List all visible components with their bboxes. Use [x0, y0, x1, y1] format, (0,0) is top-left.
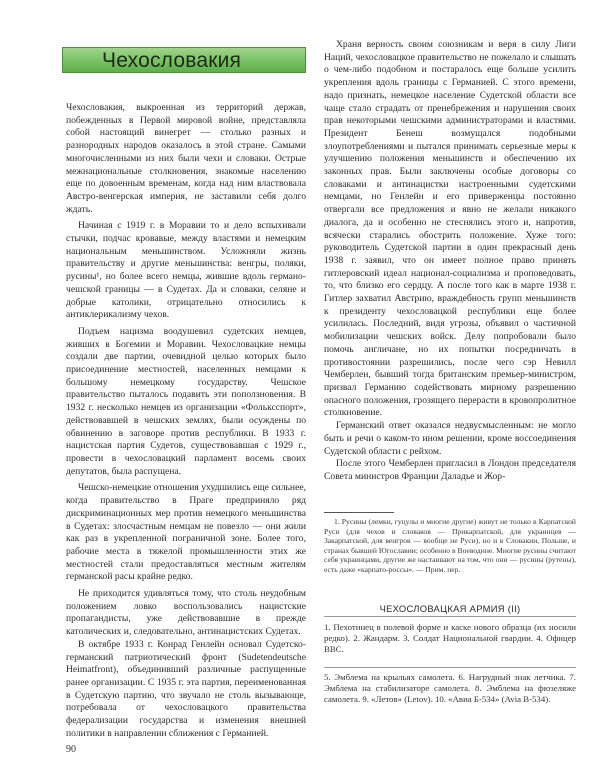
- paragraph: Храня верность своим союзникам и веря в силу Лиги Наций, чехословацкое правительство не пожелало и слышать о чем-либо подобном и постаралось еще больше усилить укрепления вдоль границы с Германией. С этого времени, надо признать, немецкое население Судетской области все чаще стало страдать от пренебрежения и нарушения своих прав некоторыми чешскими администраторами и властями. Президент Бенеш возмущался подобными злоупотреблениями и пытался принимать серьезные меры к улучшению положения меньшинств и обеспечению их законных прав. Были заключены особые договоры со словаками и антинацистки настроенными судетскими немцами, но Генлейн и его приверженцы постоянно отвергали все предложения и явно не желали никакого диалога, да и особенно не стеснялись этого и, напротив, всячески старались обострить положение. Хуже того: руководитель Судетской партии в один прекрасный день 1938 г. заявил, что он имеет полное право принять гитлеровский идеал национал-социализма и проповедовать, то, что близко его сердцу. А после того как в марте 1938 г. Гитлер захватил Австрию, враждебность групп меньшинств к президенту чехословацкой республики еще более усилилась. Последний, видя угрозы, объявил о частичной мобилизации чешских войск. Делу попробовали было помочь англичане, но их попытки посредничать в противостоянии разрешились, после чего сэр Невилл Чемберлен, бывший тогда британским премьер-министром, призвал Германию содействовать мирному разрешению опасного положения, грозящего перерасти в кровопролитное столкновение.: [324, 39, 576, 419]
- army-section-divider: [324, 616, 576, 617]
- footnote: [324, 517, 576, 575]
- page-title: Чехословакия: [102, 49, 242, 72]
- paragraph: После этого Чемберлен пригласил в Лондон председателя Совета министров Франции Даладье и Жор-: [324, 458, 576, 482]
- paragraph: Начиная с 1919 г. в Моравии то и дело вспыхивали стычки, подчас кровавые, между властями и немецким национальным меньшинством. Усложняли жизнь правительству и другие меньшинства: венгры, поляки, русины¹, но более всего немцы, жившие вдоль германо-чешской границы — в Судетах. Да и словаки, селяне и добрые католики, отрицательно относились к антиклерикализму чехов.: [66, 220, 306, 321]
- army-section-title: ЧЕХОСЛОВАЦКАЯ АРМИЯ (II): [379, 603, 521, 614]
- paragraph: Подъем нацизма воодушевил судетских немцев, живших в Богемии и Моравии. Чехословацкие немцы создали две партии, очевидной целью которых было присоединение местностей, населенных немцами к большому немецкому государству. Чешское правительство пыталось подавить эти поползновения. В 1932 г. несколько немцев из организации «Фольксспорт», действовавшей в чешских землях, были осуждены по обвинению в заговоре против республики. В 1933 г. нацистская партия Судетов, существовавшая с 1929 г., провести в чехословацкий парламент восемь своих депутатов, была распущена.: [66, 325, 306, 477]
- left-column: [66, 102, 306, 740]
- army-section-divider: [324, 667, 576, 668]
- paragraph: Чехословакия, выкроенная из территорий держав, побежденных в Первой мировой войне, представляла собой настоящий винегрет — столько разных и разнородных народов оказалось в этой стране. Самыми многочисленными из них были чехи и словаки. Острые межнациональные столкновения, знакомые населению еще по довоенным временам, когда над ним властвовала Австро-венгерская империя, не заставили себя долго ждать.: [66, 102, 306, 215]
- right-column: [324, 39, 576, 484]
- army-caption-1: 1. Пехотинец в полевой форме и каске нового образца (их носили редко). 2. Жандарм. 3. Солдат Национальной гвардии. 4. Офицер ВВС.: [324, 622, 576, 654]
- paragraph: Не приходится удивляться тому, что столь неудобным положением ловко воспользовались нацистские пропагандисты, уже действовавшие в прежде католических и, следовательно, антинацистских Судетах.: [66, 588, 306, 638]
- footnote-divider: [324, 512, 394, 513]
- army-caption-2: 5. Эмблема на крыльях самолета. 6. Нагрудный знак летчика. 7. Эмблема на стабилизаторе самолета. 8. Эмблема на фюзеляже самолета. 9. «Летов» (Letov). 10. «Авиа Б-534» (Avia B-534).: [324, 672, 576, 704]
- paragraph: Германский ответ оказался недвусмысленным: не могло быть и речи о каком-то ином решении, кроме воссоединения Судетской области с рейхом.: [324, 420, 576, 457]
- paragraph: Чешско-немецкие отношения ухудшились еще сильнее, когда правительство в Праге предприняло ряд дискриминационных мер против немецкого меньшинства в Судетах: злосчастным немцам не повезло — они жили как раз в укрепленной пограничной зоне. Более того, рабочие места в тяжелой промышленности этих же местностей стали предоставляться местным жителям германской расы крайне редко.: [66, 482, 306, 583]
- page-number: 90: [66, 744, 76, 755]
- paragraph: В октябре 1933 г. Конрад Генлейн основал Судетско-германский патриотический фронт (Sudetendeutsche Heimatfront), объединивший различные распущенные ранее организации. С 1935 г. эта партия, переименованная в Судетскую партию, что звучало не столь вызывающе, потребовала от чехословацкого правительства федерализации государства и изменения внешней политики в направлении сближения с Германией.: [66, 638, 306, 739]
- footnote-text: 1. Русины (лемки, гуцулы и многие другие) живут не только в Карпатской Руси (для чехов и словаков — Прикарпатской, для украинцев — Закарпатской, для венгров — вообще не Руси), но и в Словакии, Польше, и странах бывшей Югославии; особенно в Воеводине. Многие русины считают себя украинцами, другие же настаивают на том, что они — русины (рутены), есть даже «карпато-россы». — Прим. пер.: [324, 517, 576, 574]
